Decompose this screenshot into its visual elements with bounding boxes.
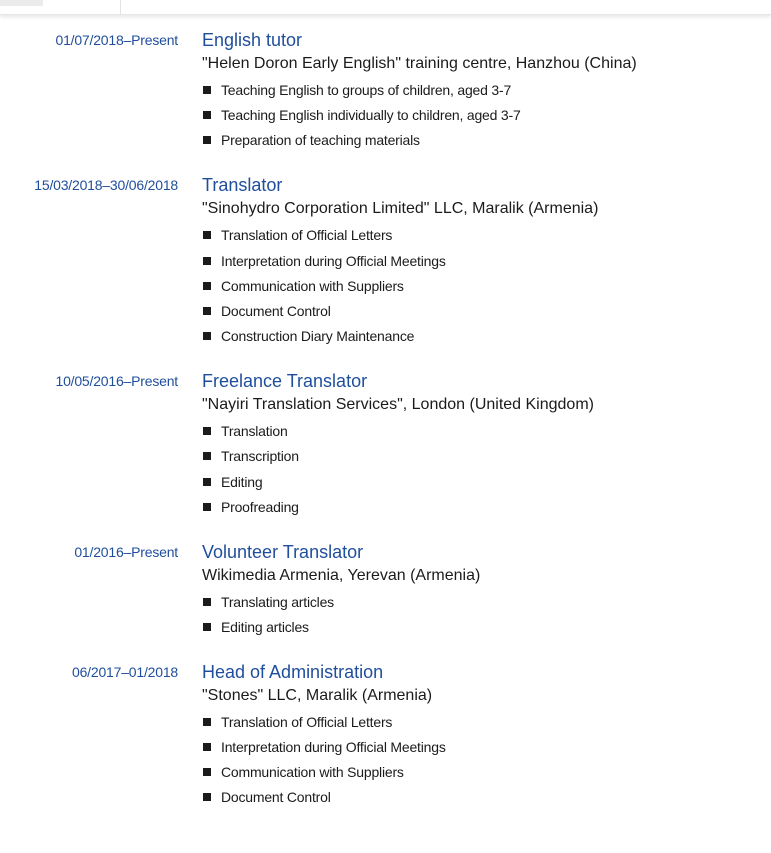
square-bullet-icon: [203, 718, 211, 726]
duty-item: Proofreading: [202, 498, 771, 516]
entry-date: 01/2016–Present: [74, 543, 178, 560]
square-bullet-icon: [203, 452, 211, 460]
job-title: English tutor: [202, 30, 303, 50]
duties-list: [202, 422, 771, 516]
duty-item: Translation: [202, 422, 771, 440]
square-bullet-icon: [203, 86, 211, 94]
experience-entry: [0, 369, 771, 516]
employer: "Helen Doron Early English" training centre, Hanzhou (China): [202, 55, 637, 72]
toolbar-separator: [120, 0, 121, 14]
experience-entry: [0, 540, 771, 636]
duty-item: Communication with Suppliers: [202, 277, 771, 295]
duty-item: Teaching English individually to children, aged 3-7: [202, 106, 771, 124]
duties-list: [202, 226, 771, 345]
duty-item: Translation of Official Letters: [202, 226, 771, 244]
entry-date: 10/05/2016–Present: [55, 373, 178, 390]
toolbar-active-tab[interactable]: [0, 0, 43, 6]
square-bullet-icon: [203, 111, 211, 119]
square-bullet-icon: [203, 307, 211, 315]
employer: Wikimedia Armenia, Yerevan (Armenia): [202, 566, 481, 584]
duty-item: Transcription: [202, 447, 771, 465]
square-bullet-icon: [203, 623, 211, 631]
square-bullet-icon: [203, 231, 211, 239]
entry-date: 15/03/2018–30/06/2018: [34, 177, 178, 194]
square-bullet-icon: [203, 478, 211, 486]
duty-item: Document Control: [202, 302, 771, 320]
duty-item: Editing articles: [202, 618, 771, 636]
duty-item: Translation of Official Letters: [202, 713, 771, 731]
employer: "Nayiri Translation Services", London (United Kingdom): [202, 396, 594, 414]
duties-list: [202, 713, 771, 807]
entry-date: 06/2017–01/2018: [72, 663, 178, 680]
experience-entry: [0, 660, 771, 807]
duties-list: [202, 593, 771, 636]
duty-item: Editing: [202, 473, 771, 491]
square-bullet-icon: [203, 743, 211, 751]
square-bullet-icon: [203, 503, 211, 511]
duty-item: Translating articles: [202, 593, 771, 611]
duty-item: Communication with Suppliers: [202, 763, 771, 781]
job-title: Translator: [202, 175, 283, 196]
experience-entry: [0, 173, 771, 345]
entry-date: 01/07/2018–Present: [55, 32, 178, 48]
square-bullet-icon: [203, 332, 211, 340]
work-experience-section: [0, 28, 771, 830]
job-title: Volunteer Translator: [202, 541, 364, 562]
square-bullet-icon: [203, 282, 211, 290]
square-bullet-icon: [203, 598, 211, 606]
job-title: Freelance Translator: [202, 371, 368, 392]
duty-item: Interpretation during Official Meetings: [202, 738, 771, 756]
square-bullet-icon: [203, 768, 211, 776]
duty-item: Preparation of teaching materials: [202, 131, 771, 149]
duty-item: Construction Diary Maintenance: [202, 327, 771, 345]
square-bullet-icon: [203, 793, 211, 801]
duty-item: Interpretation during Official Meetings: [202, 252, 771, 270]
employer: "Sinohydro Corporation Limited" LLC, Maralik (Armenia): [202, 200, 599, 218]
square-bullet-icon: [203, 427, 211, 435]
square-bullet-icon: [203, 136, 211, 144]
top-toolbar: [0, 0, 771, 15]
duties-list: [202, 81, 771, 149]
job-title: Head of Administration: [202, 661, 384, 682]
experience-entry: [0, 28, 771, 149]
duty-item: Teaching English to groups of children, aged 3-7: [202, 81, 771, 99]
employer: "Stones" LLC, Maralik (Armenia): [202, 686, 433, 704]
duty-item: Document Control: [202, 788, 771, 806]
square-bullet-icon: [203, 257, 211, 265]
